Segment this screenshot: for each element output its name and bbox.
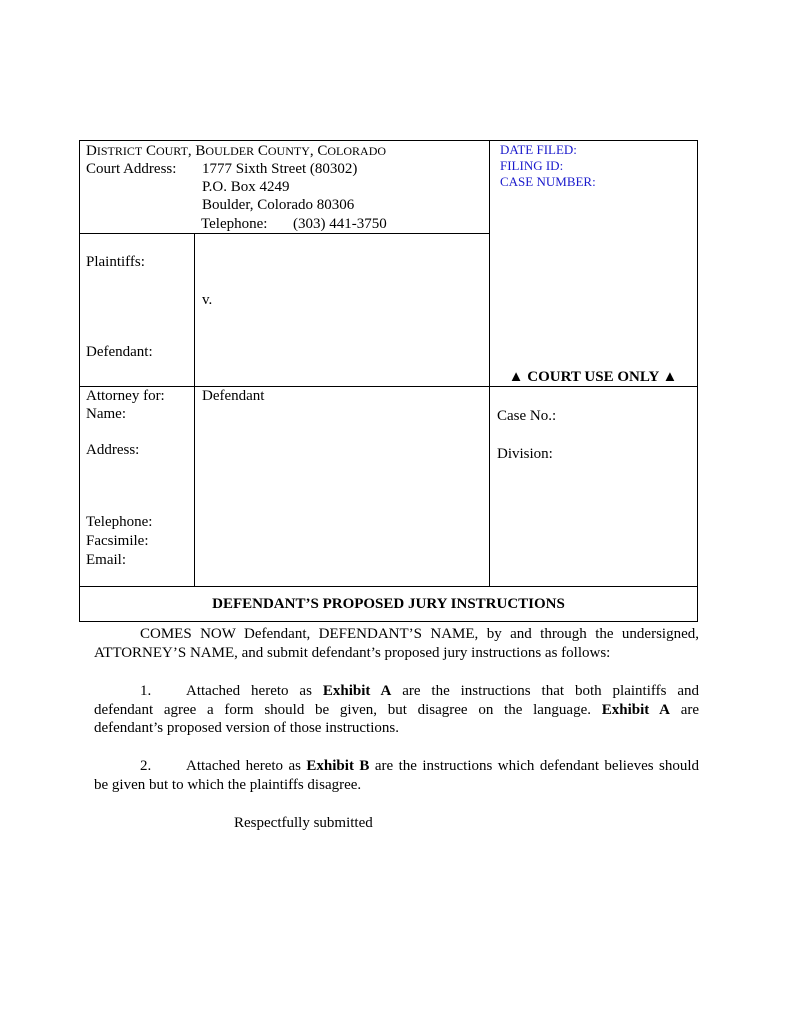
paragraph-1-line3: defendant’s proposed version of those instructions. (94, 720, 399, 736)
paragraph-2-line2: be given but to which the plaintiffs disagree. (94, 776, 362, 793)
exhibit-a-reference: Exhibit A (322, 683, 392, 699)
attorney-facsimile-label: Facsimile: (86, 533, 149, 549)
intro-line2: ATTORNEY’S NAME, and submit defendant’s proposed jury instructions as follows: (94, 644, 611, 661)
exhibit-b-reference: Exhibit B (306, 758, 370, 774)
intro-paragraph (94, 625, 699, 662)
closing-text: Respectfully submitted (234, 815, 373, 831)
parties-bottom-rule (79, 386, 698, 387)
court-block-bottom-rule (79, 233, 489, 234)
court-telephone-value: (303) 441-3750 (293, 216, 387, 232)
attorney-for-value: Defendant (202, 388, 265, 404)
filing-id-label: FILING ID: (500, 158, 564, 173)
attorney-email-label: Email: (86, 552, 126, 568)
court-address-line2: P.O. Box 4249 (202, 179, 290, 195)
caption-column-divider (489, 140, 490, 587)
exhibit-a-reference-2: Exhibit A (601, 701, 670, 718)
court-address-label: Court Address: (86, 161, 177, 177)
paragraph-2-number: 2. (140, 758, 152, 774)
attorney-bottom-rule (79, 586, 698, 587)
division-label: Division: (497, 446, 553, 462)
versus-text: v. (202, 292, 213, 308)
defendant-label: Defendant: (86, 344, 153, 360)
attorney-name-label: Name: (86, 406, 126, 422)
caption-border-right (697, 140, 698, 621)
document-title: DEFENDANT’S PROPOSED JURY INSTRUCTIONS (212, 596, 565, 612)
attorney-address-label: Address: (86, 442, 140, 458)
court-use-only-label: ▲ COURT USE ONLY ▲ (508, 369, 678, 385)
court-telephone-label: Telephone: (201, 216, 268, 232)
paragraph-2-line1: 2. Attached hereto as Exhibit B are the instructions which defendant believes should (140, 758, 700, 774)
date-filed-label: DATE FILED: (500, 142, 577, 157)
paragraph-2 (94, 757, 699, 794)
paragraph-1-line2: defendant agree a form should be given, but disagree on the language. Exhibit A are (94, 701, 700, 718)
case-number-label: CASE NUMBER: (500, 174, 596, 189)
paragraph-1 (94, 682, 699, 738)
attorney-for-label: Attorney for: (86, 388, 165, 404)
caption-border-left (79, 140, 80, 621)
court-address-line1: 1777 Sixth Street (80302) (202, 161, 358, 177)
attorney-telephone-label: Telephone: (86, 514, 153, 530)
plaintiffs-label: Plaintiffs: (86, 254, 145, 270)
paragraph-1-line1: 1. Attached hereto as Exhibit A are the instructions that both plaintiffs and (140, 683, 699, 699)
court-name: DISTRICT COURT, BOULDER COUNTY, COLORADO (86, 143, 387, 159)
case-no-label: Case No.: (497, 408, 557, 424)
caption-border-top (79, 140, 698, 141)
paragraph-1-number: 1. (140, 683, 152, 699)
caption-border-bottom (79, 621, 698, 622)
intro-line1: COMES NOW Defendant, DEFENDANT’S NAME, by and through the undersigned, (140, 626, 699, 642)
parties-inner-divider (194, 233, 195, 587)
court-address-line3: Boulder, Colorado 80306 (202, 197, 355, 213)
